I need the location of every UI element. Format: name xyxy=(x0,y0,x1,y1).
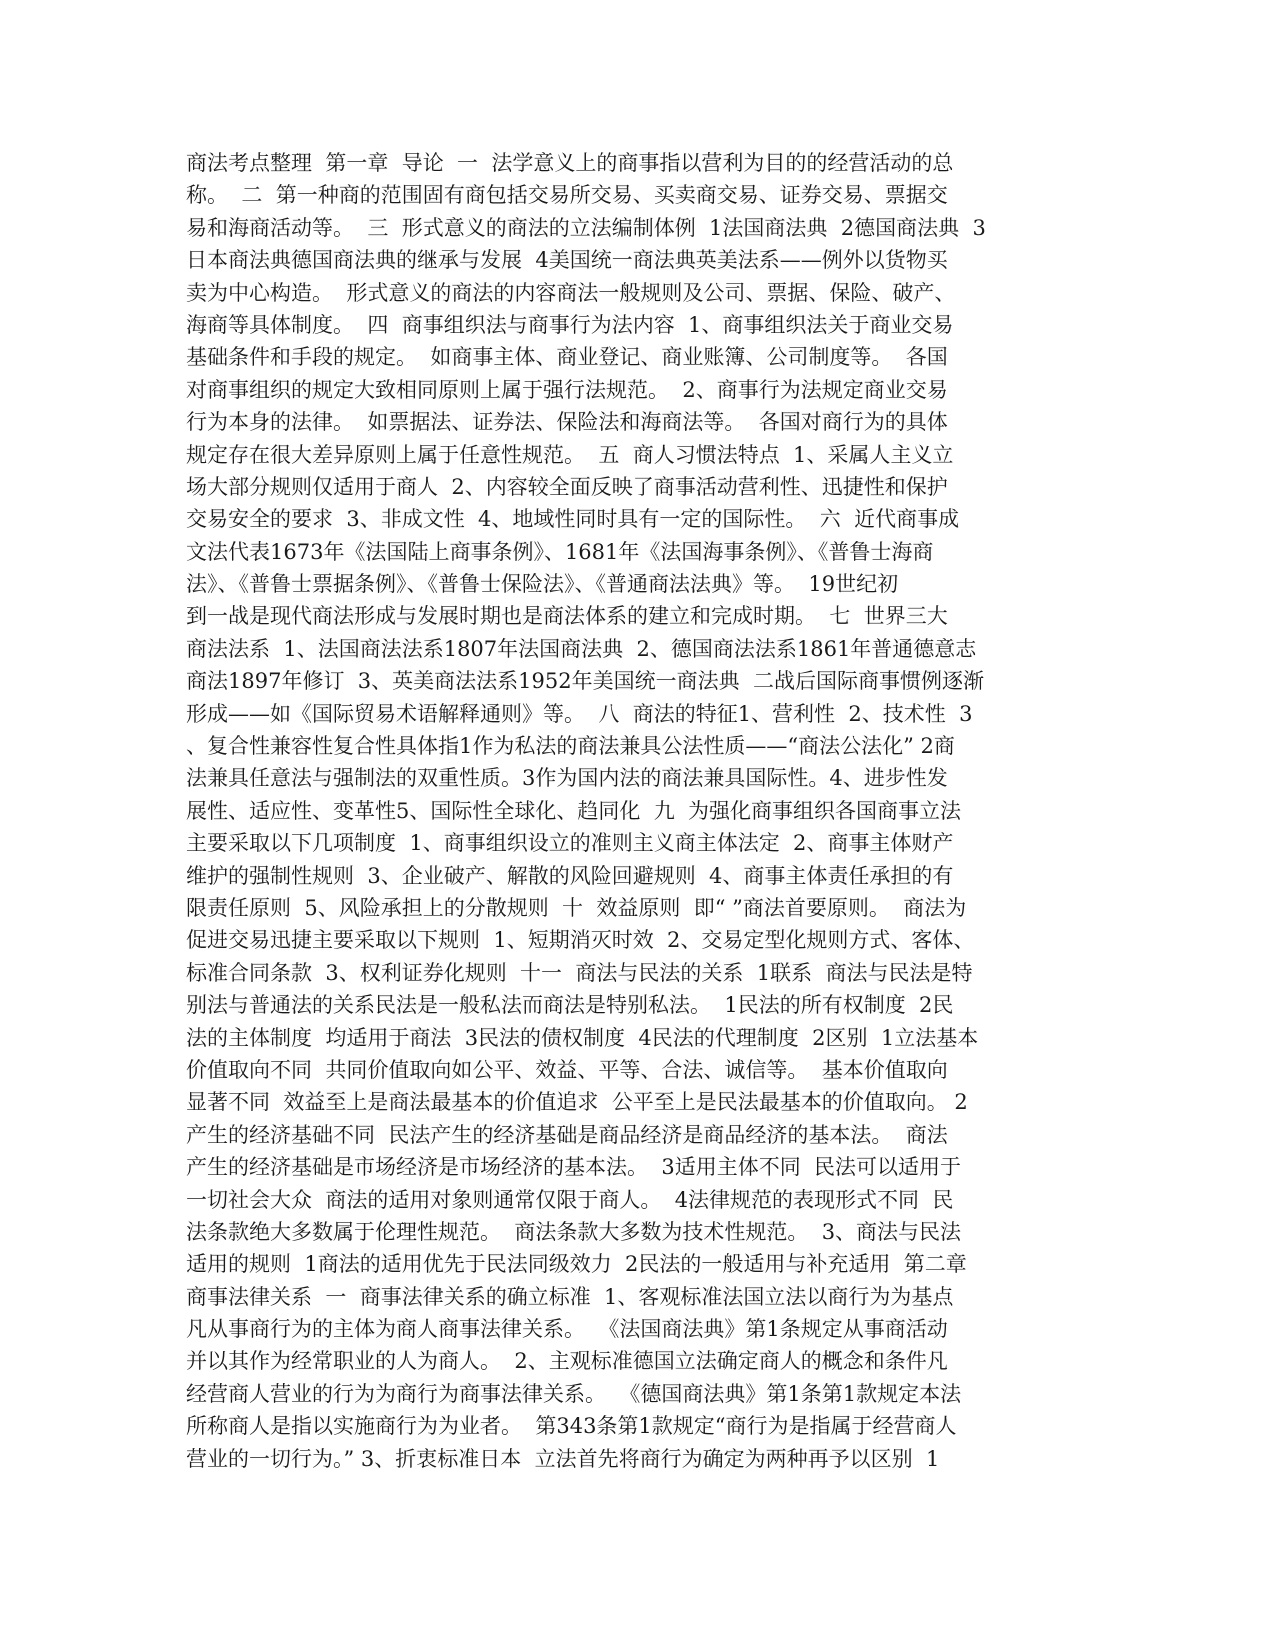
text-line: 交易安全的要求 3、非成文性 4、地域性同时具有一定的国际性。 六 近代商事成 xyxy=(186,507,960,532)
text-line: 维护的强制性规则 3、企业破产、解散的风险回避规则 4、商事主体责任承担的有 xyxy=(186,863,954,888)
text-line: 经营商人营业的行为为商行为商事法律关系。 《德国商法典》第1条第1款规定本法 xyxy=(186,1381,962,1406)
text-line: 商法考点整理 第一章 导论 一 法学意义上的商事指以营利为目的的经营活动的总 xyxy=(186,151,954,175)
text-line: 所称商人是指以实施商行为为业者。 第343条第1款规定“商行为是指属于经营商人 xyxy=(186,1414,957,1439)
text-line: 别法与普通法的关系民法是一般私法而商法是特别私法。 1民法的所有权制度 2民 xyxy=(186,993,954,1018)
text-line: 营业的一切行为。” 3、折衷标准日本 立法首先将商行为确定为两种再予以区别 1 xyxy=(186,1446,940,1471)
text-line: 文法代表1673年《法国陆上商事条例》、1681年《法国海事条例》、《普鲁士海商 xyxy=(186,539,934,564)
text-line: 商事法律关系 一 商事法律关系的确立标准 1、客观标准法国立法以商行为为基点 xyxy=(186,1284,954,1309)
text-line: 海商等具体制度。 四 商事组织法与商事行为法内容 1、商事组织法关于商业交易 xyxy=(186,312,954,337)
text-line: 凡从事商行为的主体为商人商事法律关系。 《法国商法典》第1条规定从事商活动 xyxy=(186,1317,948,1342)
text-line: 适用的规则 1商法的适用优先于民法同级效力 2民法的一般适用与补充适用 第二章 xyxy=(186,1252,967,1277)
text-line: 法兼具任意法与强制法的双重性质。3作为国内法的商法兼具国际性。4、进步性发 xyxy=(186,766,948,791)
text-line: 并以其作为经常职业的人为商人。 2、主观标准德国立法确定商人的概念和条件凡 xyxy=(186,1349,948,1374)
text-line: 商法1897年修订 3、英美商法法系1952年美国统一商法典 二战后国际商事惯例逐渐 xyxy=(186,669,984,694)
text-line: 、复合性兼容性复合性具体指1作为私法的商法兼具公法性质——“商法公法化” 2商 xyxy=(186,734,955,759)
text-line: 卖为中心构造。 形式意义的商法的内容商法一般规则及公司、票据、保险、破产、 xyxy=(186,280,956,305)
text-line: 限责任原则 5、风险承担上的分散规则 十 效益原则 即“ ”商法首要原则。 商法为 xyxy=(186,895,967,920)
text-line: 法》、《普鲁士票据条例》、《普鲁士保险法》、《普通商法法典》等。 19世纪初 xyxy=(186,572,899,597)
text-line: 显著不同 效益至上是商法最基本的价值追求 公平至上是民法最基本的价值取向。 2 xyxy=(186,1090,968,1115)
text-line: 法的主体制度 均适用于商法 3民法的债权制度 4民法的代理制度 2区别 1立法基本 xyxy=(186,1025,979,1050)
text-line: 基础条件和手段的规定。 如商事主体、商业登记、商业账簿、公司制度等。 各国 xyxy=(186,345,948,370)
text-line: 促进交易迅捷主要采取以下规则 1、短期消灭时效 2、交易定型化规则方式、客体、 xyxy=(186,928,975,953)
text-line: 称。 二 第一种商的范围固有商包括交易所交易、买卖商交易、证券交易、票据交 xyxy=(186,183,948,208)
text-line: 场大部分规则仅适用于商人 2、内容较全面反映了商事活动营利性、迅捷性和保护 xyxy=(186,474,948,499)
text-line: 展性、适应性、变革性5、国际性全球化、趋同化 九 为强化商事组织各国商事立法 xyxy=(186,798,962,823)
text-line: 一切社会大众 商法的适用对象则通常仅限于商人。 4法律规范的表现形式不同 民 xyxy=(186,1187,954,1212)
text-line: 法条款绝大多数属于伦理性规范。 商法条款大多数为技术性规范。 3、商法与民法 xyxy=(186,1219,962,1244)
text-line: 对商事组织的规定大致相同原则上属于强行法规范。 2、商事行为法规定商业交易 xyxy=(186,377,948,402)
text-line: 日本商法典德国商法典的继承与发展 4美国统一商法典英美法系——例外以货物买 xyxy=(186,248,948,273)
text-line: 商法法系 1、法国商法法系1807年法国商法典 2、德国商法法系1861年普通德意志 xyxy=(186,636,977,661)
text-line: 规定存在很大差异原则上属于任意性规范。 五 商人习惯法特点 1、采属人主义立 xyxy=(186,442,954,467)
text-line: 主要采取以下几项制度 1、商事组织设立的准则主义商主体法定 2、商事主体财产 xyxy=(186,831,954,856)
text-line: 价值取向不同 共同价值取向如公平、效益、平等、合法、诚信等。 基本价值取向 xyxy=(186,1057,948,1082)
text-line: 到一战是现代商法形成与发展时期也是商法体系的建立和完成时期。 七 世界三大 xyxy=(186,604,948,629)
text-line: 标准合同条款 3、权利证券化规则 十一 商法与民法的关系 1联系 商法与民法是特 xyxy=(186,960,973,985)
body-text xyxy=(186,147,1066,1475)
text-line: 形成——如《国际贸易术语解释通则》等。 八 商法的特征1、营利性 2、技术性 3 xyxy=(186,701,973,726)
text-line: 产生的经济基础不同 民法产生的经济基础是商品经济是商品经济的基本法。 商法 xyxy=(186,1122,948,1147)
text-line: 易和海商活动等。 三 形式意义的商法的立法编制体例 1法国商法典 2德国商法典 3 xyxy=(186,215,986,240)
text-line: 产生的经济基础是市场经济是市场经济的基本法。 3适用主体不同 民法可以适用于 xyxy=(186,1155,962,1180)
text-line: 行为本身的法律。 如票据法、证券法、保险法和海商法等。 各国对商行为的具体 xyxy=(186,410,948,435)
